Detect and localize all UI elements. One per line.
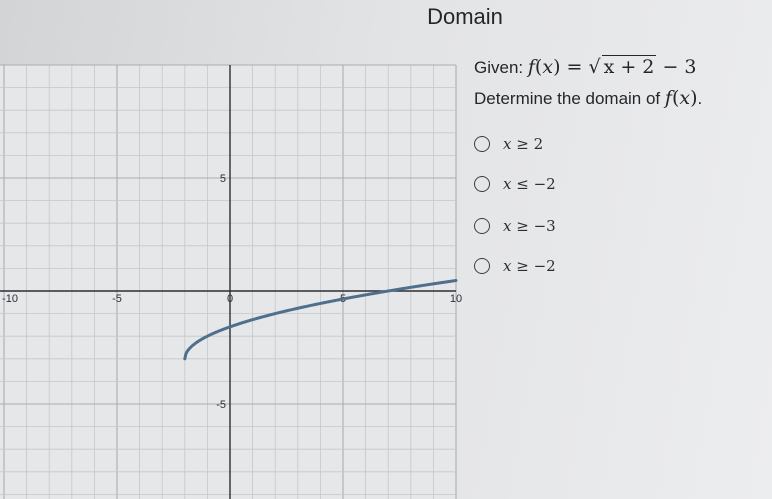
option-label: x ≥ −2: [503, 257, 556, 275]
given-prefix: Given:: [474, 58, 524, 77]
grid-background: [0, 65, 456, 499]
option-label: x ≥ 2: [503, 135, 544, 153]
option-4[interactable]: [474, 254, 594, 278]
x-tick-label: 10: [449, 293, 463, 305]
given-statement: [474, 56, 697, 78]
given-var: x: [542, 56, 554, 78]
radio-icon[interactable]: [474, 136, 490, 152]
option-3[interactable]: [474, 214, 594, 238]
question-label: Determine the domain of: [474, 89, 661, 108]
x-tick-label: 0: [226, 293, 234, 305]
question-end: .: [697, 89, 703, 108]
y-tick-label: 5: [219, 173, 226, 185]
radio-icon[interactable]: [474, 258, 490, 274]
question-func: f: [664, 87, 672, 109]
page-title: Domain: [427, 4, 503, 29]
x-tick-label: -5: [112, 293, 122, 305]
y-tick-label: -5: [216, 399, 226, 411]
question-text: [474, 87, 702, 109]
question-formula: f(x): [664, 87, 698, 109]
x-tick-label: 5: [339, 293, 347, 305]
question-var: x: [679, 87, 691, 109]
x-tick-label: -10: [2, 293, 18, 305]
given-func: f: [527, 56, 535, 78]
radio-icon[interactable]: [474, 176, 490, 192]
option-2[interactable]: [474, 172, 594, 196]
option-1[interactable]: [474, 132, 594, 156]
option-label: x ≥ −3: [503, 217, 556, 235]
given-tail: − 3: [662, 56, 697, 78]
given-formula: f(x) = √ x + 2 − 3: [527, 56, 697, 78]
radio-icon[interactable]: [474, 218, 490, 234]
option-label: x ≤ −2: [503, 175, 556, 193]
given-radicand: x + 2: [603, 56, 655, 78]
grid: [0, 65, 456, 499]
